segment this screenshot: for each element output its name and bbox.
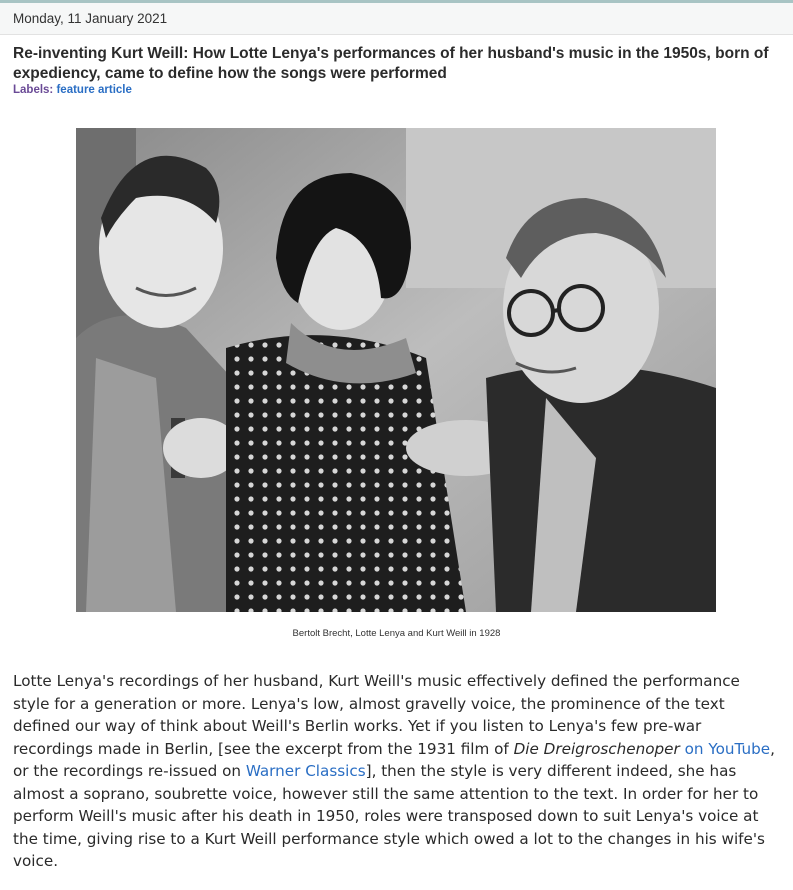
post-title[interactable]: Re-inventing Kurt Weill: How Lotte Lenya's performances of her husband's music in the 1950s, born of expediency, came to define how the songs were performed: [13, 45, 769, 82]
paragraph-text-1: Lotte Lenya's recordings of her husband, Kurt Weill's music effectively defined the performance style for a generation or more. Lenya's low, almost gravelly voice, the prominence of the text defined our way of think about Weill's Berlin works. Yet if you listen to Lenya's few pre-war recordings made in Berlin, [see the excerpt from the 1931 film of: [13, 672, 740, 758]
warner-classics-link[interactable]: Warner Classics: [245, 762, 366, 780]
article-paragraph: [13, 670, 781, 873]
photo-caption: Bertolt Brecht, Lotte Lenya and Kurt Weill in 1928: [292, 628, 501, 639]
film-title: Die Dreigroschenoper: [513, 739, 680, 758]
post-labels: [13, 84, 132, 96]
paragraph-text-2: , or the recordings re-issued on: [13, 739, 775, 780]
labels-prefix: Labels:: [13, 84, 54, 96]
article-photo[interactable]: [76, 128, 716, 612]
paragraph-text-3: ], then the style is very different indeed, she has almost a soprano, soubrette voice, however still the same attention to the text. In order for her to perform Weill's music after his death in 1950, roles were transposed down to suit Lenya's voice at the time, giving rise to a Kurt Weill performance style which owed a lot to the changes in his wife's voice.: [13, 762, 765, 870]
youtube-link[interactable]: on YouTube: [684, 739, 771, 758]
label-link-feature-article[interactable]: feature article: [56, 84, 132, 96]
date-header-bar: [0, 3, 793, 35]
post-date: Monday, 11 January 2021: [13, 11, 168, 26]
photo-illustration: [76, 128, 716, 612]
